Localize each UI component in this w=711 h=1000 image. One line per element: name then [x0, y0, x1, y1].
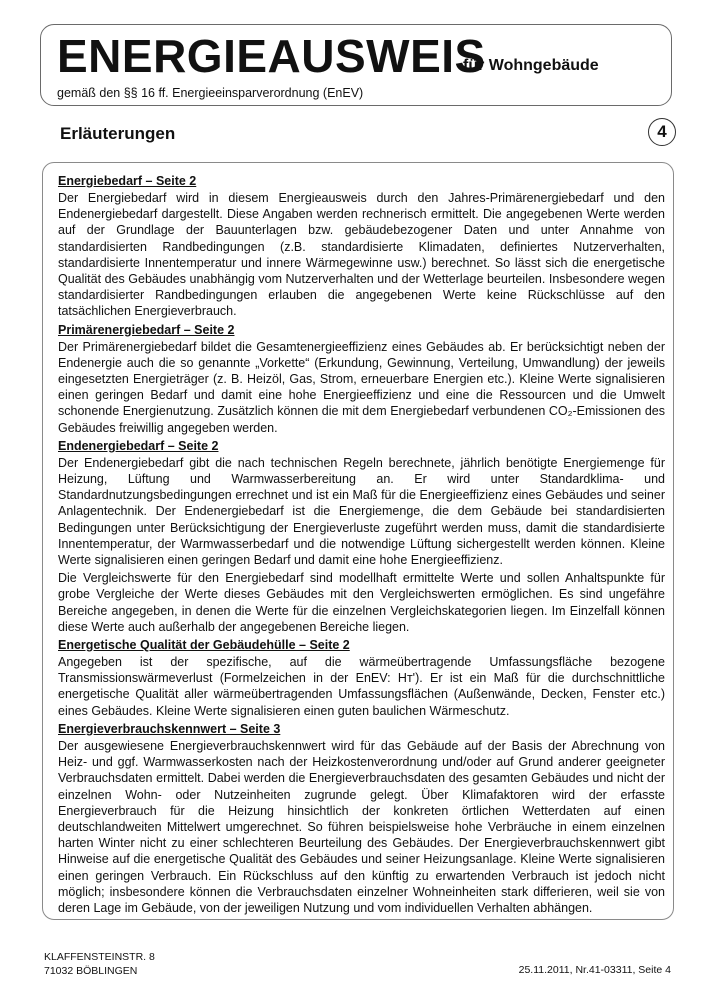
page-number-badge: 4	[648, 118, 676, 146]
footer-address	[44, 950, 155, 978]
section-heading: Energiebedarf – Seite 2	[58, 174, 197, 188]
document-title-suffix: für Wohngebäude	[463, 57, 599, 74]
explanations-box	[42, 162, 674, 920]
footer-address-line2: 71032 BÖBLINGEN	[44, 965, 138, 977]
footer-document-info: 25.11.2011, Nr.41-03311, Seite 4	[518, 964, 671, 976]
footer-address-line1: KLAFFENSTEINSTR. 8	[44, 951, 155, 963]
section-heading: Endenergiebedarf – Seite 2	[58, 438, 219, 453]
explanations-content	[43, 163, 673, 920]
section-paragraph: Angegeben ist der spezifische, auf die wärmeübertragende Umfassungsfläche bezogene Transmissionswärmeverlust (Formelzeichen in der EnEV: Hᴛ'). Er ist ein Maß für die durchschnittliche energetische Qualität aller wärmeübertragenden Umfassungsflächen (Außenwände, Decken, Fenster etc.) eines Gebäudes. Kleine Werte signalisieren einen guten baulichen Wärmeschutz.	[58, 655, 665, 718]
section-heading	[58, 918, 665, 920]
section-paragraph: Der Endenergiebedarf gibt die nach technischen Regeln berechnete, jährlich benötigte Energiemenge für Heizung, Lüftung und Warmwasserbereitung an. Er wird unter Standardklima- und Standardnutzungsbedingungen errechnet und ist ein Maß für die Energieeffizienz eines Gebäudes und seiner Anlagentechnik. Der Endenergiebedarf ist die Energiemenge, die dem Gebäude bei standardisierten Bedingungen unter Berücksichtigung der Energieverluste zugeführt werden muss, damit die standardisierte Innentemperatur, der Warmwasserbedarf und die notwendige Lüftung sichergestellt werden können. Kleine Werte signalisieren einen geringen Bedarf und damit eine hohe Energieeffizienz.	[58, 455, 665, 568]
section-title: Erläuterungen	[60, 124, 176, 143]
section-paragraph: Der Energiebedarf wird in diesem Energieausweis durch den Jahres-Primärenergiebedarf und den Endenergiebedarf dargestellt. Diese Angaben werden rechnerisch ermittelt. Die angegebenen Werte werden auf der Grundlage der Bauunterlagen bzw. gebäudebezogener Daten und unter Annahme von standardisierten Randbedingungen (z.B. standardisierte Klimadaten, definiertes Nutzerverhalten, standardisierte Innentemperatur und innere Wärmegewinne usw.) berechnet. So lässt sich die energetische Qualität des Gebäudes unabhängig vom Nutzerverhalten und der Wetterlage beurteilen. Insbesondere wegen standardisierter Randbedingungen erlauben die angegebenen Werte keine Rückschlüsse auf den tatsächlichen Energieverbrauch.	[58, 191, 665, 319]
section-heading: Energetische Qualität der Gebäudehülle – Seite 2	[58, 638, 350, 653]
section-heading: Energieverbrauchskennwert – Seite 3	[58, 721, 281, 736]
section-paragraph: Der ausgewiesene Energieverbrauchskennwert wird für das Gebäude auf der Basis der Abrechnung von Heiz- und ggf. Warmwasserkosten nach der Heizkostenverordnung und/oder auf Grund anderer geeigneter Verbrauchsdaten ermittelt. Dabei werden die Energieverbrauchsdaten des gesamten Gebäudes und nicht der einzelnen Wohn- oder Nutzeinheiten zugrunde gelegt. Über Klimafaktoren wird der erfasste Energieverbrauch für die Heizung hinsichtlich der konkreten örtlichen Wetterdaten auf einen deutschlandweiten Mittelwert umgerechnet. So führen beispielsweise hohe Verbräuche in einem einzelnen harten Winter nicht zu einer schlechteren Beurteilung des Gebäudes. Der Energieverbrauchskennwert gibt Hinweise auf die energetische Qualität des Gebäudes und seiner Heizungsanlage. Kleine Werte signalisieren einen geringen Verbrauch. Ein Rückschluss auf den künftig zu erwartenden Verbrauch ist jedoch nicht möglich; insbesondere können die Verbrauchsdaten einzelner Wohneinheiten stark differieren, weil sie von deren Lage im Gebäude, von der jeweiligen Nutzung und vom individuellen Verhalten abhängen.	[58, 738, 665, 915]
document-subtitle: gemäß den §§ 16 ff. Energieeinsparverordnung (EnEV)	[57, 86, 364, 100]
section-heading: Primärenergiebedarf – Seite 2	[58, 322, 235, 337]
section-paragraph: Die Vergleichswerte für den Energiebedarf sind modellhaft ermittelte Werte und sollen Anhaltspunkte für grobe Vergleiche der Werte dieses Gebäudes mit den Vergleichswerten ermöglichen. Es sind ungefähre Bereiche angegeben, in denen die Werte für die einzelnen Vergleichskategorien liegen. Im Einzelfall können diese Werte auch außerhalb der angegebenen Bereiche liegen.	[58, 571, 665, 634]
document-title: ENERGIEAUSWEIS	[57, 30, 486, 82]
section-paragraph: Der Primärenergiebedarf bildet die Gesamtenergieeffizienz eines Gebäudes ab. Er berücksichtigt neben der Endenergie auch die so genannte „Vorkette“ (Erkundung, Gewinnung, Verteilung, Umwandlung) der jeweils eingesetzten Energieträger (z. B. Heizöl, Gas, Strom, erneuerbare Energien etc.). Kleine Werte signalisieren einen geringen Bedarf und damit eine hohe Energieeffizienz und eine die Ressourcen und die Umwelt schonende Energienutzung. Zusätzlich können die mit dem Energiebedarf verbundenen CO₂-Emissionen des Gebäudes freiwillig angegeben werden.	[58, 339, 665, 435]
title-box	[40, 24, 672, 106]
